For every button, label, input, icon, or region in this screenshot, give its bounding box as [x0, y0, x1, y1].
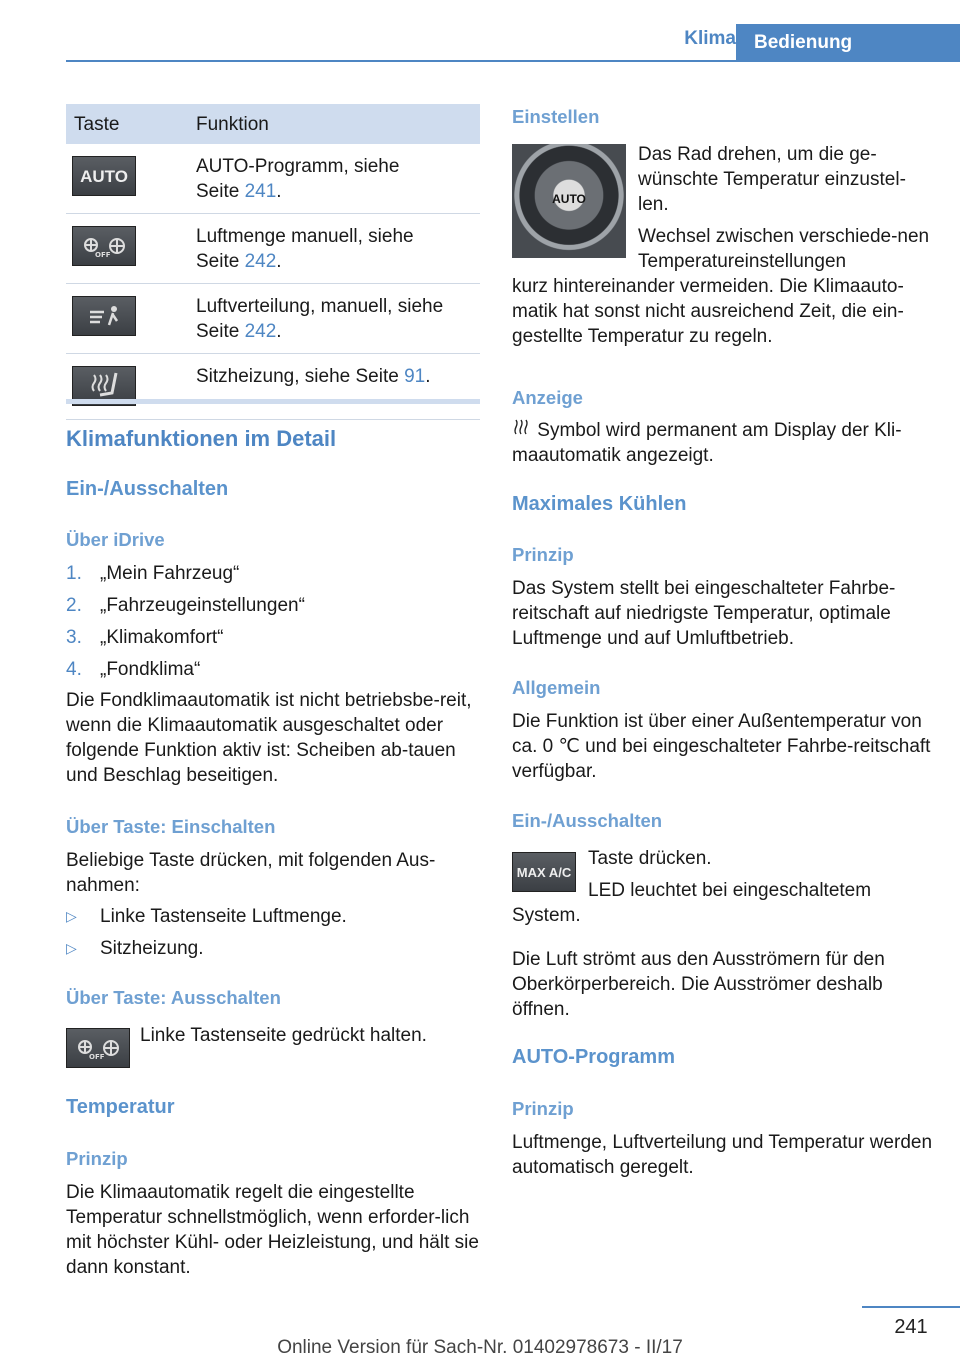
table-row: AUTO AUTO-Programm, siehe Seite 241.: [66, 144, 480, 214]
fan-off-button-icon: [66, 1028, 130, 1068]
heading-taste-ausschalten: Über Taste: Ausschalten: [66, 987, 281, 1008]
page-link-91[interactable]: 91: [404, 366, 426, 387]
heading-prinzip: Prinzip: [66, 1148, 128, 1169]
exceptions-list: [66, 904, 480, 968]
table-header-row: [66, 104, 480, 144]
heading-prinzip: Prinzip: [512, 544, 574, 565]
temperatur-text: Die Klimaautomatik regelt die eingestellte Temperatur schnellstmöglich, wenn erforder-lich mit höchster Kühl- oder Heizleistung, und hält sie dann konstant.: [66, 1182, 479, 1278]
key-on-text: Beliebige Taste drücken, mit folgenden Aus-nahmen:: [66, 850, 436, 896]
auto-text: Luftmenge, Luftverteilung und Temperatur werden automatisch geregelt.: [512, 1132, 933, 1178]
page-link-242[interactable]: 242: [244, 321, 277, 342]
list-item: 3. „Klimakomfort“: [66, 627, 224, 648]
heading-maximales-kuehlen: Maximales Kühlen: [512, 493, 687, 515]
page-link-242[interactable]: 242: [244, 251, 277, 272]
auto-button-icon: AUTO: [72, 156, 136, 196]
allgemein-text: Die Funktion ist über einer Außentemperatur von ca. 0 ℃ und bei eingeschalteter Fahrbe-reitschaft verfügbar.: [512, 711, 931, 782]
heading-klimafunktionen: Klimafunktionen im Detail: [66, 426, 337, 451]
list-item: 4. „Fondklima“: [66, 659, 201, 680]
einstellen-text-1: Das Rad drehen, um die ge-wünschte Temperatur einzustel-len.: [638, 144, 906, 215]
list-item: ▷ Sitzheizung.: [66, 938, 204, 959]
seat-heating-icon: [512, 418, 532, 443]
table-header-taste: Taste: [66, 104, 188, 144]
heading-anzeige: Anzeige: [512, 387, 583, 408]
table-end-rule: [66, 399, 480, 404]
footer-text: Online Version für Sach-Nr. 01402978673 - II/17: [277, 1337, 683, 1358]
heading-allgemein: Allgemein: [512, 677, 601, 698]
header-tab: Bedienung: [736, 24, 960, 62]
onoff-text-2a: LED leuchtet bei eingeschaltetem: [588, 880, 872, 901]
einstellen-text-2: kurz hintereinander vermeiden. Die Klimaauto-matik hat sonst nicht ausreichend Zeit, die ein-gestellte Temperatur zu regeln.: [512, 276, 904, 347]
heading-prinzip: Prinzip: [512, 1098, 574, 1119]
temperature-knob-icon: AUTO: [512, 144, 626, 258]
heading-ueber-idrive: Über iDrive: [66, 529, 165, 550]
onoff-text-3: Die Luft strömt aus den Ausströmern für den Oberkörperbereich. Die Ausströmer deshalb öffnen.: [512, 949, 885, 1020]
heading-einstellen: Einstellen: [512, 106, 600, 127]
svg-text:OFF: OFF: [89, 1053, 105, 1061]
air-distribution-button-icon: [72, 296, 136, 336]
idrive-steps-list: [66, 561, 480, 689]
key-off-text: Linke Tastenseite gedrückt halten.: [140, 1025, 427, 1046]
heading-temperatur: Temperatur: [66, 1096, 175, 1118]
table-row: Sitzheizung, siehe Seite 91.: [66, 354, 480, 420]
prinzip-text: Das System stellt bei eingeschalteter Fahrbe-reitschaft auf niedrigste Temperatur, optimale Luftmenge und auf Umluftbetrieb.: [512, 578, 896, 649]
heading-ein-ausschalten: Ein-/Ausschalten: [66, 478, 229, 500]
header-section-title: Klima: [684, 28, 736, 49]
list-item: 2. „Fahrzeugeinstellungen“: [66, 595, 305, 616]
onoff-text-1: Taste drücken.: [588, 848, 712, 869]
heading-auto-programm: AUTO-Programm: [512, 1046, 675, 1068]
einstellen-text-2a: Wechsel zwischen verschiede-nen Temperatureinstellungen: [638, 226, 930, 272]
svg-text:OFF: OFF: [95, 251, 111, 259]
header-rule: [66, 60, 960, 62]
table-row: Luftverteilung, manuell, siehe Seite 242.: [66, 284, 480, 354]
table-header-funktion: Funktion: [188, 104, 480, 144]
table-row: OFF Luftmenge manuell, siehe Seite 242.: [66, 214, 480, 284]
list-item: ▷ Linke Tastenseite Luftmenge.: [66, 906, 347, 927]
heading-ein-ausschalten: Ein-/Ausschalten: [512, 810, 663, 831]
footer-rule: [862, 1306, 960, 1308]
list-item: 1. „Mein Fahrzeug“: [66, 563, 240, 584]
anzeige-text: Symbol wird permanent am Display der Kli-maautomatik angezeigt.: [512, 420, 902, 466]
max-ac-button-icon: MAX A/C: [512, 852, 576, 892]
page-number: 241: [894, 1316, 928, 1338]
onoff-text-2: System.: [512, 905, 581, 926]
fan-off-button-icon: [72, 226, 136, 266]
key-function-table: [66, 104, 480, 420]
heading-taste-einschalten: Über Taste: Einschalten: [66, 816, 276, 837]
page-link-241[interactable]: 241: [244, 181, 277, 202]
idrive-note: Die Fondklimaautomatik ist nicht betriebsbe-reit, wenn die Klimaautomatik ausgeschaltet oder folgende Funktion aktiv ist: Scheiben ab-tauen und Beschlag beseitigen.: [66, 690, 472, 786]
